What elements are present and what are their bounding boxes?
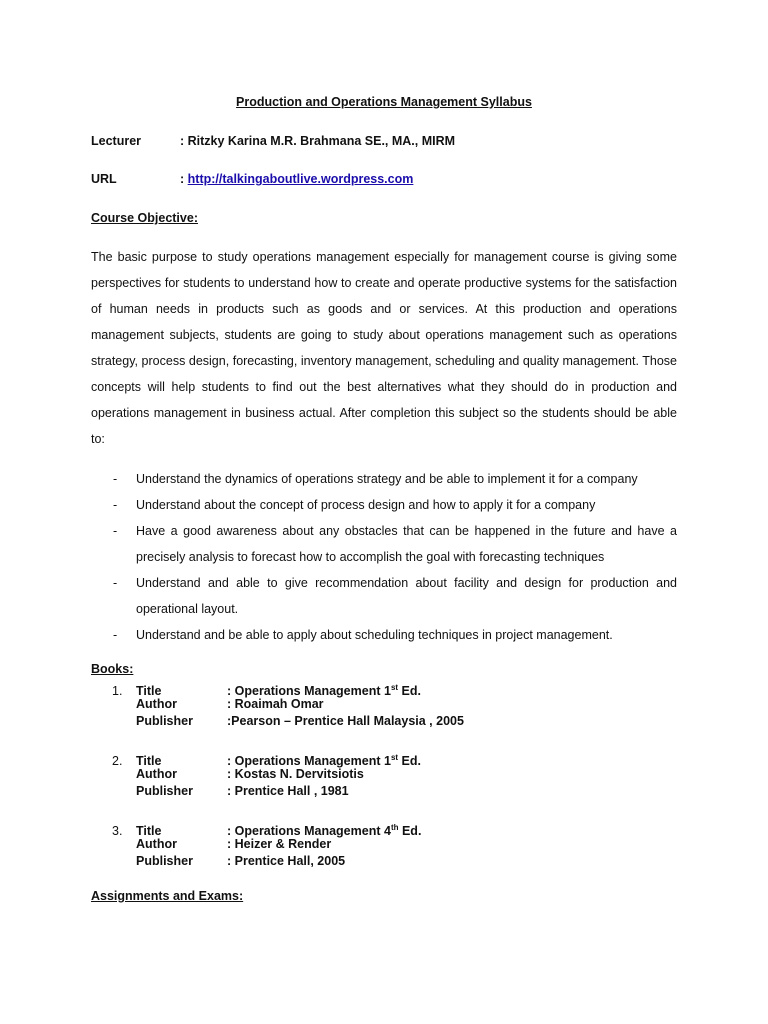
url-link[interactable]: http://talkingaboutlive.wordpress.com: [187, 172, 414, 186]
book-number: 2.: [112, 754, 123, 768]
book-author-value: : Roaimah Omar: [227, 697, 324, 711]
bullet-dash: -: [113, 524, 118, 538]
list-item: [91, 466, 677, 492]
list-item-text: Understand and able to give recommendation about facility and design for production and operational layout.: [136, 576, 677, 616]
page-title: Production and Operations Management Syllabus: [236, 95, 532, 109]
book-title-value: : Operations Management 1st Ed.: [227, 753, 421, 768]
list-item-text: Have a good awareness about any obstacles that can be happened in the future and have a precisely analysis to forecast how to accomplish the goal with forecasting techniques: [136, 524, 677, 564]
url-label: URL: [91, 172, 117, 186]
list-item-text: Understand about the concept of process design and how to apply it for a company: [136, 498, 596, 512]
book-number: 1.: [112, 684, 123, 698]
book-entry-1: [112, 679, 464, 730]
list-item: [91, 492, 677, 518]
lecturer-row: [91, 134, 455, 148]
book-title-label: Title: [136, 824, 162, 838]
objectives-list: [91, 466, 677, 648]
books-heading: Books:: [91, 662, 134, 676]
book-title-value: : Operations Management 1st Ed.: [227, 683, 421, 698]
bullet-dash: -: [113, 498, 118, 512]
book-publisher-label: Publisher: [136, 854, 193, 868]
book-publisher-value: : Prentice Hall , 1981: [227, 784, 349, 798]
list-item: [91, 622, 677, 648]
book-entry-2: [112, 749, 421, 800]
list-item: [91, 570, 677, 622]
course-objective-heading: Course Objective:: [91, 211, 198, 225]
book-author-value: : Heizer & Render: [227, 837, 332, 851]
book-entry-3: [112, 819, 421, 870]
book-author-label: Author: [136, 697, 177, 711]
book-publisher-label: Publisher: [136, 784, 193, 798]
bullet-dash: -: [113, 576, 118, 590]
bullet-dash: -: [113, 472, 118, 486]
lecturer-value: : Ritzky Karina M.R. Brahmana SE., MA., MIRM: [180, 134, 456, 148]
list-item: [91, 518, 677, 570]
book-publisher-label: Publisher: [136, 714, 193, 728]
book-title-value: : Operations Management 4th Ed.: [227, 823, 422, 838]
list-item-text: Understand the dynamics of operations strategy and be able to implement it for a company: [136, 472, 638, 486]
book-title-label: Title: [136, 684, 162, 698]
url-row: [91, 172, 413, 186]
url-prefix: :: [180, 172, 188, 186]
objective-paragraph: The basic purpose to study operations management especially for management course is giving some perspectives for students to understand how to create and operate productive systems for the satisfaction of human needs in products such as goods and or services. At this production and operations management subjects, students are going to study about operations management such as operations strategy, process design, forecasting, inventory management, scheduling and quality management. Those concepts will help students to find out the best alternatives what they should do in production and operations management in business actual. After completion this subject so the students should be able to:: [91, 250, 677, 446]
book-publisher-value: : Prentice Hall, 2005: [227, 854, 346, 868]
book-author-label: Author: [136, 767, 177, 781]
list-item-text: Understand and be able to apply about scheduling techniques in project management.: [136, 628, 613, 642]
bullet-dash: -: [113, 628, 118, 642]
lecturer-label: Lecturer: [91, 134, 142, 148]
book-publisher-value: :Pearson – Prentice Hall Malaysia , 2005: [227, 714, 464, 728]
book-author-value: : Kostas N. Dervitsiotis: [227, 767, 364, 781]
assignments-heading: Assignments and Exams:: [91, 889, 244, 903]
book-number: 3.: [112, 824, 123, 838]
book-title-label: Title: [136, 754, 162, 768]
book-author-label: Author: [136, 837, 177, 851]
